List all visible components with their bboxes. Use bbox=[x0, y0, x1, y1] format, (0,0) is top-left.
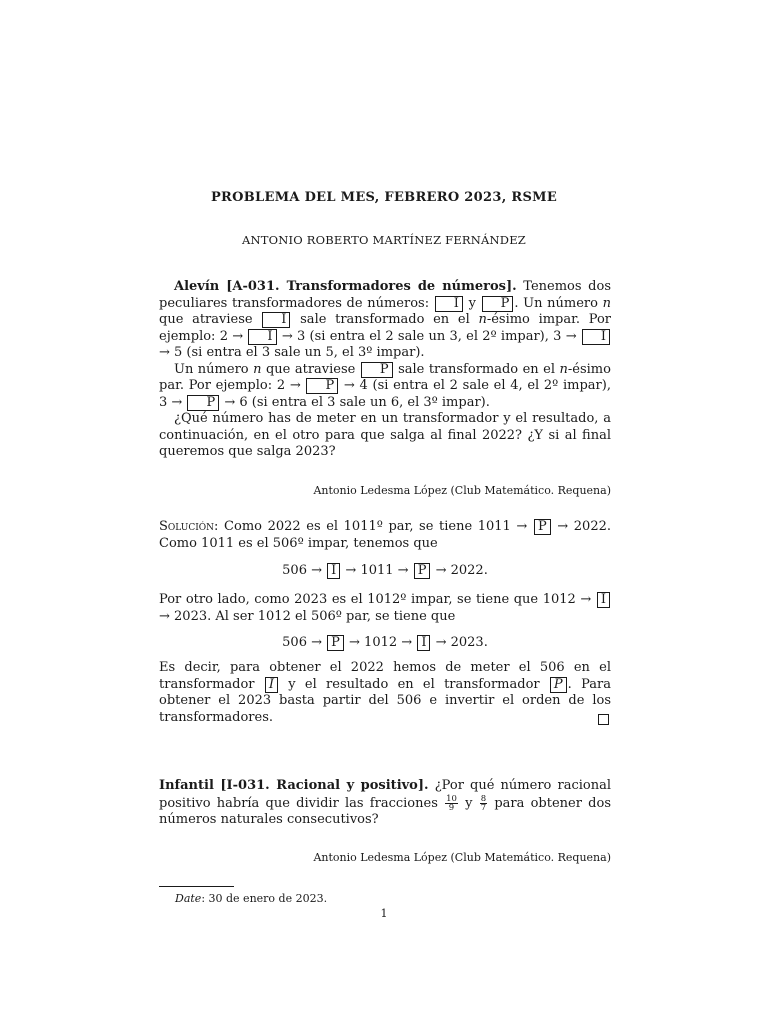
page-number: 1 bbox=[380, 907, 388, 920]
fraction-numerator: 8 bbox=[480, 793, 487, 804]
text: Un número bbox=[174, 361, 249, 377]
text: → 2022. bbox=[435, 563, 488, 578]
solution-equation-1 bbox=[159, 563, 611, 580]
problem-alevin-heading: Alevín [A-031. Transformadores de números]. bbox=[174, 279, 517, 294]
text: sale transformado en el bbox=[300, 312, 470, 327]
text: → 3 (si entra el 2 sale un 3, el 2º impar), 3 → bbox=[281, 328, 577, 344]
variable-n: n bbox=[478, 312, 487, 327]
text: Por otro lado, como 2023 es el 1012º impar, se tiene que 1012 → bbox=[159, 592, 592, 607]
text: → 1011 → bbox=[345, 563, 409, 578]
page-title: PROBLEMA DEL MES, FEBRERO 2023, RSME bbox=[210, 190, 558, 205]
text: . Un número bbox=[514, 295, 598, 311]
fraction-numerator: 10 bbox=[446, 793, 457, 804]
text: -ésimo impar. Por ejemplo: 2 → bbox=[159, 312, 612, 344]
problem-infantil-heading: Infantil [I-031. Racional y positivo]. bbox=[159, 778, 429, 793]
variable-n: n bbox=[602, 295, 611, 311]
text: -ésimo par. Por ejemplo: 2 → bbox=[159, 361, 611, 393]
problem-alevin-paragraph-2 bbox=[159, 362, 611, 412]
transformer-I-box: I bbox=[597, 592, 610, 608]
text: y el resultado en el transformador bbox=[288, 676, 540, 692]
text: . Para obtener el 2023 basta partir del 506 e invertir el orden de los transformadores. bbox=[159, 676, 611, 725]
text: → 4 (si entra el 2 sale el 4, el 2º impar), 3 → bbox=[159, 378, 611, 410]
text: sale transformado en el bbox=[398, 361, 556, 377]
solution-paragraph-1 bbox=[159, 519, 611, 552]
transformer-P-box: P bbox=[306, 378, 338, 394]
transformer-P-box: P bbox=[482, 296, 514, 312]
text: Tenemos dos peculiares transformadores de números: bbox=[159, 279, 611, 311]
problem-infantil bbox=[159, 778, 611, 829]
variable-n: n bbox=[253, 361, 262, 377]
transformer-I-box: I bbox=[417, 635, 430, 651]
text: → 1012 → bbox=[349, 635, 413, 650]
text: 506 → bbox=[282, 635, 322, 650]
fraction-8-7 bbox=[480, 795, 487, 812]
text: y bbox=[465, 795, 473, 811]
transformer-I-box: I bbox=[262, 312, 290, 328]
solution-label: Solución: bbox=[159, 519, 219, 534]
text: para obtener dos números naturales consecutivos? bbox=[159, 795, 611, 827]
author-name: ANTONIO ROBERTO MARTÍNEZ FERNÁNDEZ bbox=[241, 233, 527, 247]
text: y bbox=[468, 295, 476, 311]
transformer-I-box: I bbox=[248, 329, 276, 345]
transformer-I-box: I bbox=[327, 563, 340, 579]
problem-alevin-paragraph-1 bbox=[159, 279, 611, 362]
solution-equation-2 bbox=[159, 635, 611, 652]
problem-alevin bbox=[159, 279, 611, 461]
footnote-text: : 30 de enero de 2023. bbox=[201, 892, 328, 905]
transformer-P-box: P bbox=[187, 395, 219, 411]
text: → 6 (si entra el 3 sale un 6, el 3º impar). bbox=[224, 394, 490, 410]
text: que atraviese bbox=[159, 312, 253, 327]
text: Es decir, para obtener el 2022 hemos de meter el 506 en el transformador bbox=[159, 660, 611, 692]
solution-paragraph-2 bbox=[159, 592, 611, 625]
fraction-denominator: 7 bbox=[480, 802, 487, 813]
transformer-P-box: P bbox=[327, 635, 344, 651]
text: → 2022. Como 1011 es el 506º impar, tenemos que bbox=[159, 519, 612, 551]
problem-alevin-question: ¿Qué número has de meter en un transformador y el resultado, a continuación, en el otro para que salga al final 2022? ¿Y si al final queremos que salga 2023? bbox=[159, 411, 611, 459]
transformer-P-box: P bbox=[550, 677, 567, 693]
fraction-10-9 bbox=[445, 795, 458, 812]
transformer-I-box: I bbox=[582, 329, 610, 345]
transformer-I-box: I bbox=[265, 677, 278, 693]
problem-alevin-credit: Antonio Ledesma López (Club Matemático. Requena) bbox=[313, 484, 611, 497]
problem-infantil-credit: Antonio Ledesma López (Club Matemático. Requena) bbox=[313, 851, 611, 864]
text: → 5 (si entra el 3 sale un 5, el 3º impar). bbox=[159, 345, 425, 360]
solution-paragraph-3 bbox=[159, 660, 611, 726]
footnote-label: Date bbox=[175, 892, 202, 905]
variable-n: n bbox=[559, 361, 568, 377]
fraction-denominator: 9 bbox=[448, 802, 455, 813]
text: Como 2022 es el 1011º par, se tiene 1011 → bbox=[224, 519, 528, 534]
transformer-P-box: P bbox=[361, 362, 393, 378]
transformer-P-box: P bbox=[534, 519, 551, 535]
qed-box-icon bbox=[598, 714, 609, 725]
text: → 2023. bbox=[435, 635, 488, 650]
text: 506 → bbox=[282, 563, 322, 578]
footnote-rule bbox=[159, 886, 234, 887]
text: → 2023. Al ser 1012 el 506º par, se tiene que bbox=[159, 608, 456, 624]
text: ¿Por qué número racional positivo habría que dividir las fracciones bbox=[159, 778, 612, 811]
transformer-P-box: P bbox=[414, 563, 431, 579]
text: que atraviese bbox=[265, 361, 356, 377]
transformer-I-box: I bbox=[435, 296, 463, 312]
